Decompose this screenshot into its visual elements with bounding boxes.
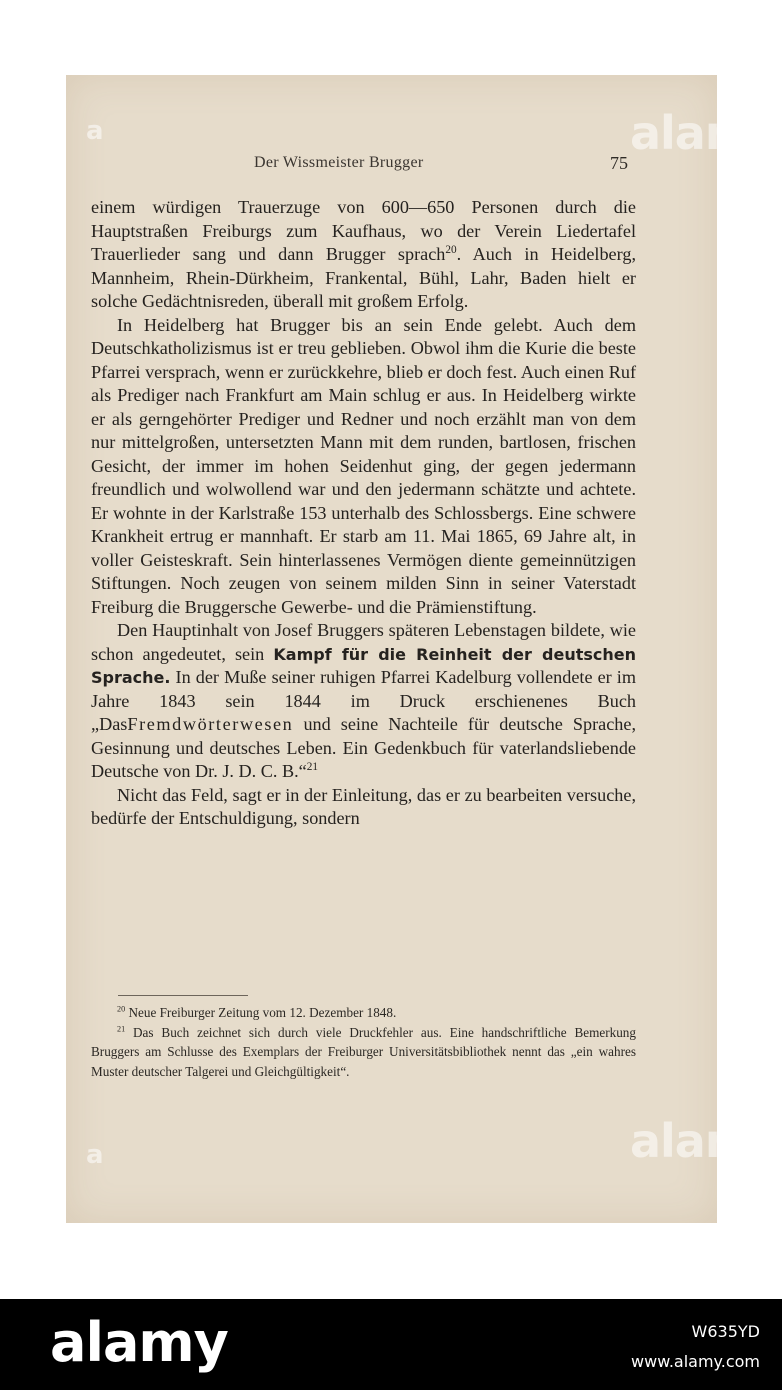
emphasis-spaced: Fremdwörterwesen <box>127 714 294 734</box>
footnote-divider <box>118 995 248 996</box>
paragraph-3: Den Hauptinhalt von Josef Bruggers späteren Lebenstagen bildete, wie schon angedeutet, sein Kampf für die Reinheit der deutschen Sprache. In der Muße seiner ruhigen Pfarrei Kadelburg vollendete er im Jahre 1843 sein 1844 im Druck erschienenes Buch „DasFremdwörterwesen und seine Nachteile für deutsche Sprache, Gesinnung und deutsches Leben. Ein Gedenkbuch für vaterlandsliebende Deutsche von Dr. J. D. C. B.“$^{21}$ <box>91 620 637 781</box>
watermark-logo: alamy <box>630 106 781 160</box>
emphasis-bold: Kampf für die Reinheit der deutschen Sprache. <box>91 644 637 687</box>
footnote-21: $^{21}$ Das Buch zeichnet sich durch viele Druckfehler aus. Eine handschriftliche Bemerkung Bruggers am Schlusse des Exemplars der Freiburger Universitätsbibliothek nennt das „ein wahres Muster deutscher Talgerei und Gleichgültigkeit“. <box>91 1024 636 1079</box>
footnote-ref-20: 20 <box>445 243 457 256</box>
stock-url: www.alamy.com <box>631 1352 760 1371</box>
paragraph-4: Nicht das Feld, sagt er in der Einleitung, das er zu bearbeiten versuche, bedürfe der Entschuldigung, sondern <box>91 784 636 828</box>
page-number: 75 <box>610 153 628 173</box>
footnotes <box>91 1003 636 1081</box>
paragraph-2: In Heidelberg hat Brugger bis an sein Ende gelebt. Auch dem Deutschkatholizismus ist er treu geblieben. Obwol ihm die Kurie die beste Pfarrei versprach, wenn er zurückkehre, blieb er doch fest. Auch einen Ruf als Prediger nach Frankfurt am Main schlug er aus. In Heidelberg wirkte er als gerngehörter Prediger und Redner und noch erzählt man von dem nur mittelgroßen, untersetzten Mann mit dem runden, bartlosen, frischen Gesicht, der immer im hohen Seidenhut ging, der gegen jedermann freundlich und wolwollend war und den jedermann schätzte und achtete. Er wohnte in der Karlstraße 153 unterhalb des Schlossbergs. Eine schwere Krankheit ertrug er mannhaft. Er starb am 11. Mai 1865, 69 Jahre alt, in voller Geisteskraft. Sein hinterlassenes Vermögen diente gemeinnützigen Stiftungen. Noch zeugen von seinem milden Sinn in seiner Vaterstadt Freiburg die Bruggersche Gewerbe- und die Prämienstiftung. <box>91 314 636 617</box>
footnote-20: $^{20}$ Neue Freiburger Zeitung vom 12. Dezember 1848. <box>117 1004 397 1020</box>
body-text <box>91 196 636 831</box>
watermark-letter-bottom: a <box>86 1140 104 1170</box>
watermark-letter: a <box>86 116 104 146</box>
paragraph-1: einem würdigen Trauerzuge von 600—650 Personen durch die Hauptstraßen Freiburgs zum Kaufhaus, wo der Verein Liedertafel Trauerlieder sang und dann Brugger sprach$^{20}$. Auch in Heidelberg, Mannheim, Rhein-Dürkheim, Frankental, Bühl, Lahr, Baden hielt er solche Gedächtnisreden, überall mit großem Erfolg. <box>91 197 636 311</box>
watermark-logo-bottom: alamy <box>630 1114 781 1168</box>
footnote-ref-21: 21 <box>306 760 318 773</box>
image-id: W635YD <box>691 1322 760 1341</box>
stock-logo: alamy <box>50 1311 228 1374</box>
running-head: Der Wissmeister Brugger <box>254 154 424 171</box>
